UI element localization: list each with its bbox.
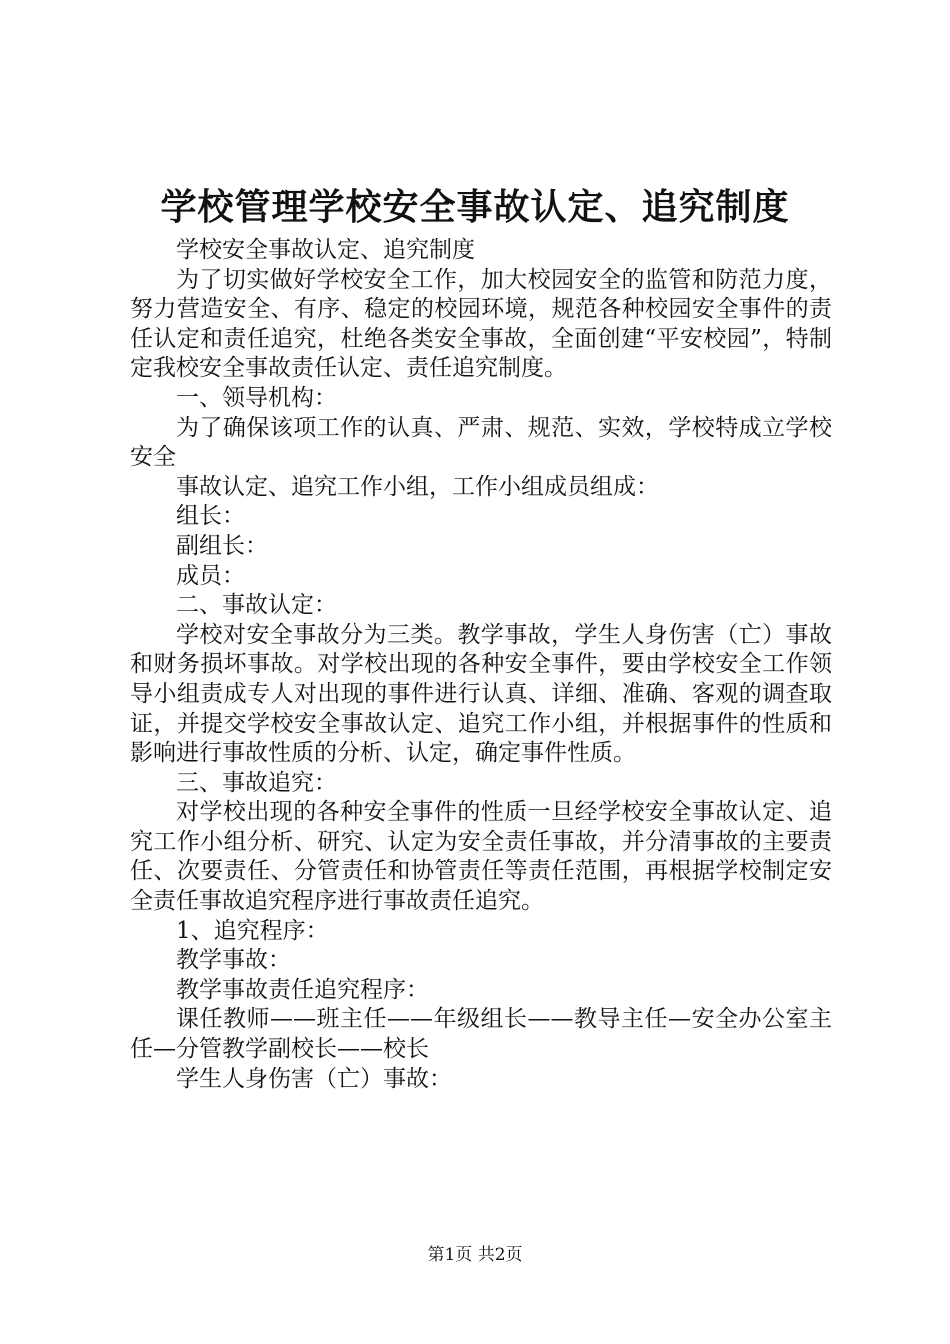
paragraph-subtitle: 学校安全事故认定、追究制度 [176,237,475,263]
document-body [130,236,832,1094]
paragraph-teaching-accident: 教学事故： [176,947,291,974]
paragraph-working-group: 事故认定、追究工作小组，工作小组成员组成： [176,473,659,500]
paragraph-intro: 为了切实做好学校安全工作，加大校园安全的监管和防范力度，努力营造安全、有序、稳定的校园环境，规范各种校园安全事件的责任认定和责任追究，杜绝各类安全事故，全面创建“平安校园”，特制定我校安全事故责任认定、责任追究制度。 [130,266,832,382]
document-title: 学校管理学校安全事故认定、追究制度 [160,187,790,228]
heading-accident-accountability: 三、事故追究： [176,769,337,796]
paragraph-group-leader: 组长： [176,503,245,530]
paragraph-teaching-procedure: 教学事故责任追究程序： [176,976,429,1003]
paragraph-accident-identification: 学校对安全事故分为三类。教学事故，学生人身伤害（亡）事故和财务损坏事故。对学校出现的各种安全事件，要由学校安全工作领导小组责成专人对出现的事件进行认真、详细、准确、客观的调查取证，并提交学校安全事故认定、追究工作小组，并根据事件的性质和影响进行事故性质的分析、认定，确定事件性质。 [130,621,832,767]
heading-procedure: 1、追究程序： [176,917,329,944]
paragraph-student-injury: 学生人身伤害（亡）事故： [176,1065,452,1092]
paragraph-accident-accountability: 对学校出现的各种安全事件的性质一旦经学校安全事故认定、追究工作小组分析、研究、认定为安全责任事故，并分清事故的主要责任、次要责任、分管责任和协管责任等责任范围，再根据学校制定安全责任事故追究程序进行事故责任追究。 [130,799,832,915]
paragraph-members: 成员： [176,562,245,589]
heading-leadership: 一、领导机构： [176,384,337,411]
page-number-footer: 第1页 共2页 [427,1245,523,1265]
heading-accident-identification: 二、事故认定： [176,592,337,619]
paragraph-procedure-chain: 课任教师——班主任——年级组长——教导主任—安全办公室主任—分管教学副校长——校长 [130,1006,832,1063]
paragraph-leadership: 为了确保该项工作的认真、严肃、规范、实效，学校特成立学校安全 [130,414,832,471]
paragraph-deputy-leader: 副组长： [176,532,268,559]
